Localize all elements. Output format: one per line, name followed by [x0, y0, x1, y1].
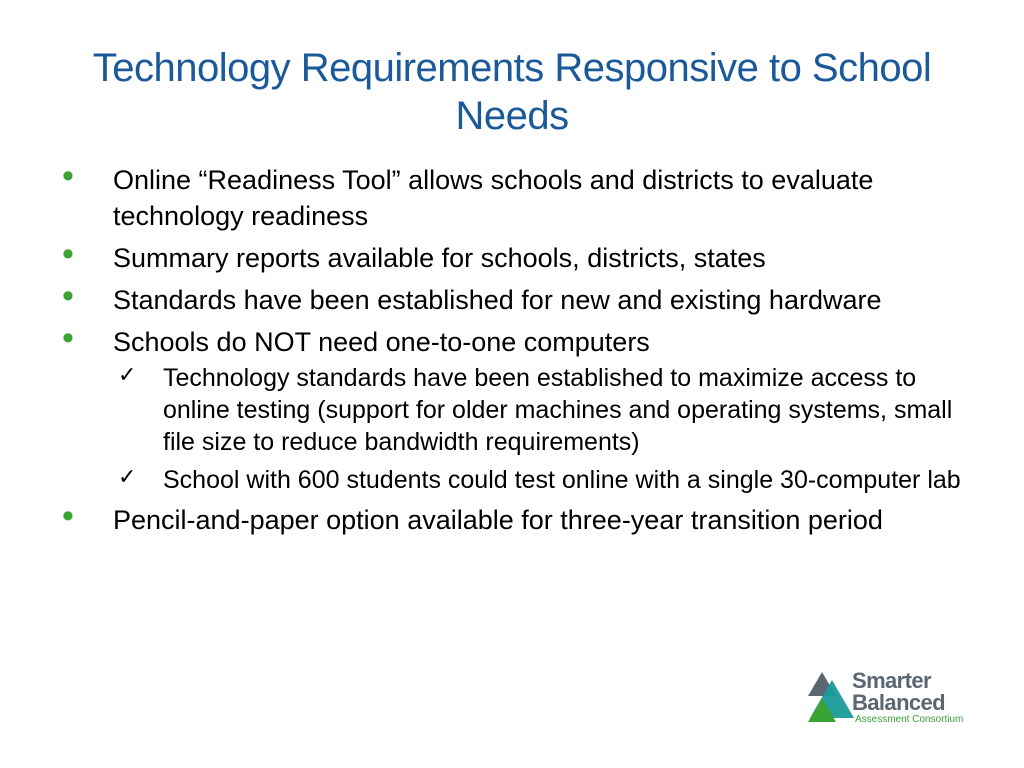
- bullet-item: [62, 157, 962, 234]
- smarter-balanced-logo: [808, 668, 988, 732]
- checkmark-icon: ✓: [118, 465, 137, 490]
- bullet-item: [62, 277, 962, 318]
- bullet-dot-icon: •: [62, 157, 74, 195]
- sub-bullet-item: [62, 464, 962, 496]
- sub-bullet-text: School with 600 students could test online with a single 30-computer lab: [163, 466, 961, 494]
- bullet-dot-icon: •: [62, 319, 74, 357]
- bullet-item: [62, 319, 962, 360]
- bullet-item: [62, 497, 962, 538]
- checkmark-icon: ✓: [118, 363, 137, 388]
- logo-wordmark: [852, 670, 945, 714]
- bullet-list: [62, 157, 962, 544]
- sub-bullet-item: [62, 362, 962, 458]
- logo-triangles-icon: [808, 668, 856, 724]
- bullet-text: Pencil-and-paper option available for three-year transition period: [113, 505, 883, 535]
- bullet-text: Standards have been established for new and existing hardware: [113, 285, 882, 315]
- bullet-dot-icon: •: [62, 497, 74, 535]
- logo-tagline: Assessment Consortium: [855, 714, 964, 725]
- slide-title: Technology Requirements Responsive to School Needs: [92, 46, 932, 138]
- bullet-text: Online “Readiness Tool” allows schools and districts to evaluate technology readiness: [113, 165, 874, 231]
- bullet-item: [62, 235, 962, 276]
- logo-line-smarter: Smarter: [852, 668, 931, 693]
- bullet-dot-icon: •: [62, 235, 74, 273]
- bullet-dot-icon: •: [62, 277, 74, 315]
- sub-bullet-text: Technology standards have been established to maximize access to online testing (support for older machines and operating systems, small file size to reduce bandwidth requirements): [163, 364, 953, 456]
- bullet-text: Schools do NOT need one-to-one computers: [113, 327, 650, 357]
- logo-line-balanced: Balanced: [852, 690, 946, 715]
- bullet-text: Summary reports available for schools, districts, states: [113, 243, 766, 273]
